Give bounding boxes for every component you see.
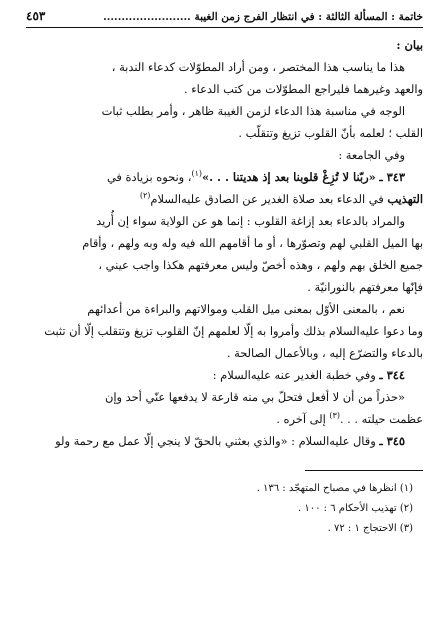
paragraph-5-line-3: بالدعاء والتضرّع إليه ، وبالأعمال الصالحة . <box>226 346 423 360</box>
bayan-label: بيان : <box>396 38 423 52</box>
item-344-intro: وفي خطبة الغدير عنه عليه‌السلام : <box>212 368 376 382</box>
paragraph-2 <box>26 100 423 144</box>
paragraph-2-line-2: القلب ؛ لعلمه بأنّ القلوب تزيغ وتتقلّب . <box>238 126 423 140</box>
item-344-quote-line-1: «حذراً من أن لا أفعل فتحلّ بي منه قارعة لا يدفعها عنّي أحد وإن <box>105 390 405 404</box>
item-344-number: ٣٤٤ ـ <box>379 368 405 382</box>
paragraph-3: وفي الجامعة : <box>338 148 405 162</box>
paragraph-5-line-2: وما دعوا عليه‌السلام بذلك وأمروا به إلّا لعلمهم إنّ القلوب تزيغ وتتقلب إلّا أن تثبت <box>44 324 423 338</box>
item-344-quote-line-2: عظمت حيلته . . . <box>339 412 423 426</box>
main-text <box>26 34 423 452</box>
paragraph-1 <box>26 56 423 100</box>
footnote-3: (٣) الاحتجاج ١ : ٧٢ . <box>327 523 413 534</box>
item-343-quote: «ربّنا لا تُزِغْ قلوبنا بعد إذ هديتنا . . .» <box>201 170 376 184</box>
paragraph-5 <box>26 298 423 364</box>
item-345-text: وقال عليه‌السلام : «والذي بعثني بالحقّ لا ينجي إلّا عمل مع رحمة ولو <box>55 434 376 448</box>
footnotes <box>26 479 423 539</box>
item-343 <box>26 166 423 210</box>
item-345 <box>26 430 423 452</box>
item-345-number: ٣٤٥ ـ <box>379 434 405 448</box>
item-343-rest: ، ونحوه بزيادة في <box>106 170 192 184</box>
footnote-ref-3: (٣) <box>329 411 340 421</box>
paragraph-4-line-1: والمراد بالدعاء بعد إزاغة القلوب : إنما هو عن الولاية سواء إن أُريد <box>96 214 405 228</box>
paragraph-4-line-3: جميع الخلق بهم ولهم ، وهذه أخصّ وليس معرفتهم هكذا واجب عيني ، <box>98 258 423 272</box>
paragraph-5-line-1: نعم ، بالمعنى الأوّل بمعنى ميل القلب وموالاتهم والبراءة من أعدائهم <box>87 302 405 316</box>
footnote-2: (٢) تهذيب الأحكام ٦ : ١٠٠ . <box>298 503 413 514</box>
paragraph-1-line-1: هذا ما يناسب هذا المختصر ، ومن أراد المطوّلات كدعاء الندبة ، <box>111 60 405 74</box>
paragraph-1-line-2: والعهد وغيرهما فليراجع المطوّلات من كتب الدعاء . <box>184 82 423 96</box>
header-rule <box>26 27 423 28</box>
item-343-source: التهذيب <box>387 192 423 206</box>
running-header <box>26 8 423 25</box>
item-344-quote-end: إلى آخره . <box>276 412 326 426</box>
page-number: ٤٥٣ <box>26 9 46 23</box>
footnote-rule <box>305 470 423 471</box>
footnote-ref-2: (٢) <box>139 191 151 201</box>
paragraph-4-line-2: بها الميل القلبي لهم وتصوّرها ، أو ما أقامهم الله فيه وله وبه ولهم ، وأقام <box>82 236 423 250</box>
item-344-quote <box>26 386 423 430</box>
footnote-1: (١) انظرها في مصباح المتهجّد : ١٣٦ . <box>256 483 413 494</box>
paragraph-2-line-1: الوجه في مناسبة هذا الدعاء لزمن الغيبة ظاهر ، وأمر بطلب ثبات <box>101 104 405 118</box>
header-title: خاتمة : المسألة الثالثة : في انتظار الفرج زمن الغيبة ........................ <box>103 11 423 23</box>
item-343-line-2: في الدعاء بعد صلاة الغدير عن الصادق عليه‌السلام <box>150 192 384 206</box>
item-343-number: ٣٤٣ ـ <box>379 170 405 184</box>
paragraph-4 <box>26 210 423 298</box>
item-344 <box>26 364 423 386</box>
footnote-ref-1: (١) <box>191 169 202 179</box>
paragraph-4-line-4: فإنّها معرفتهم بالنورانيّة . <box>307 280 423 294</box>
